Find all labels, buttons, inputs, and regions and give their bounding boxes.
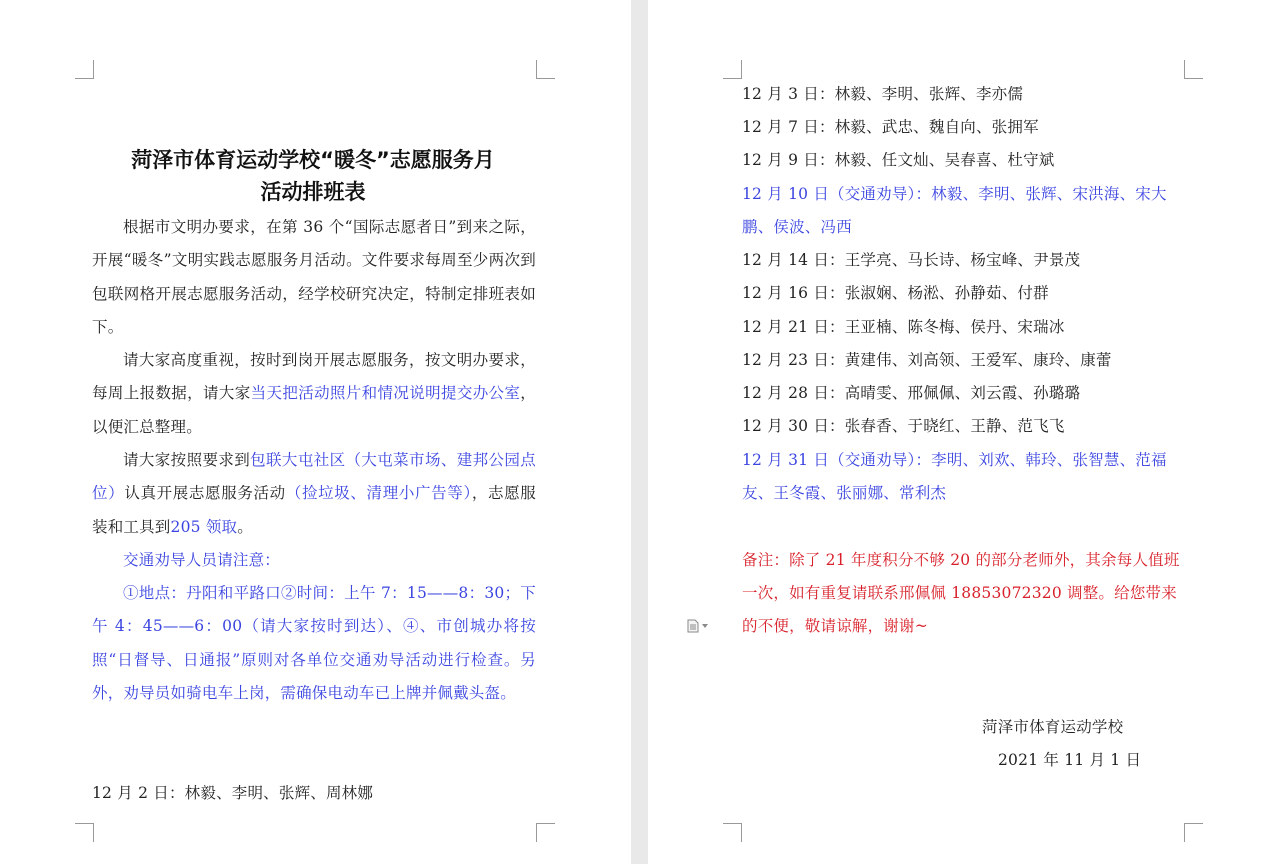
schedule-entry: 12 月 30 日：张春香、于晓红、王静、范飞飞 [742, 417, 1065, 435]
document-title [92, 144, 534, 208]
chevron-down-icon [702, 624, 708, 628]
crop-mark [1184, 60, 1203, 79]
paragraph-text: 请大家高度重视，按时到岗开展志愿服务，按文明办要求，每周上报数据，请大家 [92, 351, 536, 403]
traffic-instructions: ①地点：丹阳和平路口②时间：上午 7：15——8：30；下午 4：45——6：00（请大家按时到达）、④、市创城办将按照“日督导、日通报”原则对各单位交通劝导活动进行检查。另外，劝导员如骑电车上岗，需确保电动车已上牌并佩戴头盔。 [92, 584, 536, 702]
note-paragraph: 备注：除了 21 年度积分不够 20 的部分老师外，其余每人值班一次，如有重复请联系邢佩佩 18853072320 调整。给您带来的不便，敬请谅解，谢谢~ [742, 551, 1180, 635]
schedule-entry: 12 月 2 日：林毅、李明、张辉、周林娜 [92, 784, 374, 802]
crop-mark [75, 823, 94, 842]
schedule-entry: 12 月 23 日：黄建伟、刘高领、王爱军、康玲、康蕾 [742, 351, 1112, 369]
title-line: 菏泽市体育运动学校“暖冬”志愿服务月 [131, 148, 495, 172]
location-paragraph [92, 444, 536, 544]
schedule-entry-traffic: 12 月 31 日（交通劝导）：李明、刘欢、韩玲、张智慧、范福友、王冬霞、张丽娜、常利杰 [742, 451, 1167, 502]
paragraph-text: 请大家按照要求到 [123, 451, 251, 469]
highlighted-instruction: 当天把活动照片和情况说明提交办公室 [250, 384, 521, 403]
traffic-heading: 交通劝导人员请注意： [123, 551, 281, 569]
crop-mark [723, 60, 742, 79]
title-line: 活动排班表 [260, 180, 366, 204]
crop-mark [536, 60, 555, 79]
highlighted-tasks: （捡垃圾、清理小广告等） [285, 484, 472, 503]
schedule-entry: 12 月 7 日：林毅、武忠、魏自向、张拥军 [742, 118, 1039, 136]
schedule-entry: 12 月 16 日：张淑娴、杨淞、孙静茹、付群 [742, 284, 1049, 302]
paragraph-text: 。 [237, 517, 253, 536]
schedule-entry: 12 月 3 日：林毅、李明、张辉、李亦儒 [742, 85, 1024, 103]
schedule-entry: 12 月 21 日：王亚楠、陈冬梅、侯丹、宋瑞冰 [742, 318, 1065, 336]
document-options-icon[interactable] [686, 619, 710, 633]
highlighted-room: 205 领取 [170, 517, 238, 536]
crop-mark [536, 823, 555, 842]
schedule-entry: 12 月 9 日：林毅、任文灿、吴春喜、杜守斌 [742, 151, 1055, 169]
crop-mark [1184, 823, 1203, 842]
paragraph-text: ，志愿服装和工具到 [92, 484, 537, 536]
signature-date: 2021 年 11 月 1 日 [998, 751, 1142, 769]
schedule-entry: 12 月 14 日：王学亮、马长诗、杨宝峰、尹景茂 [742, 251, 1081, 269]
crop-mark [75, 60, 94, 79]
highlighted-location: 包联大屯社区（大屯菜市场、建邦公园点位） [92, 451, 536, 503]
page-icon [686, 619, 700, 633]
paragraph-text: ，以便汇总整理。 [92, 384, 536, 436]
paragraph-text: 认真开展志愿服务活动 [124, 484, 286, 503]
schedule-entry: 12 月 28 日：高晴雯、邢佩佩、刘云霞、孙璐璐 [742, 384, 1081, 402]
reporting-paragraph [92, 344, 536, 444]
crop-mark [723, 823, 742, 842]
signature-organization: 菏泽市体育运动学校 [982, 718, 1124, 736]
schedule-entry-traffic: 12 月 10 日（交通劝导）：林毅、李明、张辉、宋洪海、宋大鹏、侯波、冯西 [742, 185, 1167, 236]
intro-paragraph: 根据市文明办要求，在第 36 个“国际志愿者日”到来之际，开展“暖冬”文明实践志愿服务月活动。文件要求每周至少两次到包联网格开展志愿服务活动，经学校研究决定，特制定排班表如下。 [92, 218, 536, 336]
document-page-left [0, 0, 631, 864]
